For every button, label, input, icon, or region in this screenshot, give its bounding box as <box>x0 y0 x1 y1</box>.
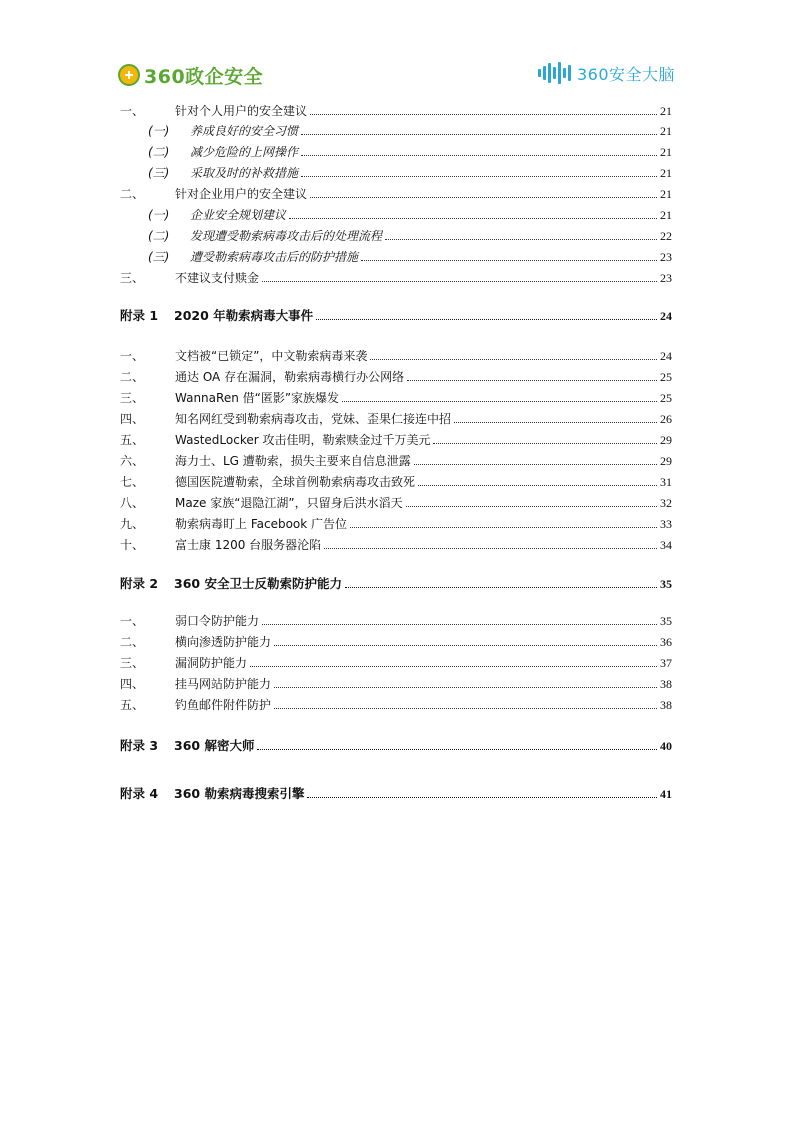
toc-entry-title: 钓鱼邮件附件防护 <box>175 698 272 712</box>
toc-section-entry[interactable] <box>120 406 672 426</box>
toc-entry-number: 附录 4 <box>120 786 159 801</box>
toc-entry-number: (一) <box>148 124 170 138</box>
toc-entry-number: 一、 <box>120 104 145 118</box>
toc-section-entry[interactable] <box>120 608 672 628</box>
toc-entry-page: 21 <box>660 145 672 159</box>
toc-entry-title: 发现遭受勒索病毒攻击后的处理流程 <box>190 229 383 243</box>
toc-subsection-entry[interactable] <box>120 244 672 264</box>
toc-section-entry[interactable] <box>120 385 672 405</box>
toc-dot-leader <box>310 197 657 198</box>
toc-subsection-entry[interactable] <box>120 160 672 180</box>
toc-entry-title: 弱口令防护能力 <box>175 614 260 628</box>
toc-entry-page: 25 <box>660 370 672 384</box>
toc-dot-leader <box>274 708 657 709</box>
toc-dot-leader <box>454 422 657 423</box>
toc-dot-leader <box>345 587 657 588</box>
toc-entry-title: 知名网红受到勒索病毒攻击，党妹、歪果仁接连中招 <box>175 412 452 426</box>
right-logo-text: 360安全大脑 <box>576 64 675 84</box>
toc-entry-number: 二、 <box>120 187 145 201</box>
toc-appendix-entry[interactable] <box>120 303 672 323</box>
toc-section-entry[interactable] <box>120 181 672 201</box>
toc-dot-leader <box>310 114 657 115</box>
toc-entry-page: 21 <box>660 166 672 180</box>
toc-subsection-entry[interactable] <box>120 202 672 222</box>
toc-entry-page: 31 <box>660 475 672 489</box>
toc-entry-page: 21 <box>660 104 672 118</box>
toc-dot-leader <box>274 645 657 646</box>
toc-entry-number: 三、 <box>120 391 145 405</box>
toc-subsection-entry[interactable] <box>120 118 672 138</box>
toc-entry-page: 29 <box>660 454 672 468</box>
toc-section-entry[interactable] <box>120 629 672 649</box>
toc-dot-leader <box>350 527 657 528</box>
toc-entry-title: 360 解密大师 <box>174 738 255 753</box>
toc-entry-number: 五、 <box>120 433 145 447</box>
toc-entry-page: 24 <box>660 349 672 363</box>
toc-section-entry[interactable] <box>120 511 672 531</box>
toc-entry-number: (二) <box>148 145 170 159</box>
toc-entry-number: 一、 <box>120 349 145 363</box>
toc-dot-leader <box>262 624 657 625</box>
toc-entry-number: 五、 <box>120 698 145 712</box>
toc-entry-title: 勒索病毒盯上 Facebook 广告位 <box>175 517 348 531</box>
toc-entry-title: 针对个人用户的安全建议 <box>175 104 308 118</box>
toc-entry-title: 企业安全规划建议 <box>190 208 287 222</box>
logo-plus-icon <box>118 64 140 86</box>
toc-entry-number: (三) <box>148 166 170 180</box>
toc-entry-number: 四、 <box>120 412 145 426</box>
toc-entry-page: 41 <box>660 787 672 801</box>
toc-section-entry[interactable] <box>120 469 672 489</box>
toc-entry-title: 通达 OA 存在漏洞，勒索病毒横行办公网络 <box>175 370 405 384</box>
toc-entry-page: 26 <box>660 412 672 426</box>
toc-subsection-entry[interactable] <box>120 139 672 159</box>
toc-dot-leader <box>414 464 657 465</box>
toc-entry-number: 二、 <box>120 370 145 384</box>
toc-entry-title: 360 安全卫士反勒索防护能力 <box>174 576 342 591</box>
toc-entry-page: 23 <box>660 250 672 264</box>
toc-appendix-entry[interactable] <box>120 781 672 801</box>
toc-entry-number: 一、 <box>120 614 145 628</box>
toc-entry-number: 九、 <box>120 517 145 531</box>
toc-entry-number: 八、 <box>120 496 145 510</box>
toc-entry-page: 32 <box>660 496 672 510</box>
toc-entry-title: 养成良好的安全习惯 <box>190 124 299 138</box>
toc-dot-leader <box>301 134 657 135</box>
toc-dot-leader <box>418 485 657 486</box>
toc-entry-title: 遭受勒索病毒攻击后的防护措施 <box>190 250 359 264</box>
toc-entry-title: 针对企业用户的安全建议 <box>175 187 308 201</box>
toc-appendix-entry[interactable] <box>120 733 672 753</box>
toc-appendix-entry[interactable] <box>120 571 672 591</box>
brain-bars-icon <box>538 61 571 85</box>
toc-entry-number: (二) <box>148 229 170 243</box>
toc-subsection-entry[interactable] <box>120 223 672 243</box>
toc-entry-number: 六、 <box>120 454 145 468</box>
toc-entry-title: 360 勒索病毒搜索引擎 <box>174 786 305 801</box>
toc-entry-number: 附录 2 <box>120 576 159 591</box>
toc-dot-leader <box>262 281 657 282</box>
toc-section-entry[interactable] <box>120 343 672 363</box>
toc-entry-number: 七、 <box>120 475 145 489</box>
logo-360-zhengqi-anquan <box>118 62 263 88</box>
toc-section-entry[interactable] <box>120 427 672 447</box>
toc-entry-page: 22 <box>660 229 672 243</box>
toc-entry-title: Maze 家族“退隐江湖”，只留身后洪水滔天 <box>175 496 403 510</box>
toc-entry-title: 挂马网站防护能力 <box>175 677 272 691</box>
toc-entry-page: 38 <box>660 698 672 712</box>
toc-entry-page: 29 <box>660 433 672 447</box>
toc-entry-title: 漏洞防护能力 <box>175 656 248 670</box>
toc-entry-title: 不建议支付赎金 <box>175 271 260 285</box>
toc-section-entry[interactable] <box>120 650 672 670</box>
toc-dot-leader <box>257 749 657 750</box>
toc-entry-number: (三) <box>148 250 170 264</box>
toc-entry-page: 38 <box>660 677 672 691</box>
toc-entry-page: 21 <box>660 208 672 222</box>
toc-entry-number: 十、 <box>120 538 145 552</box>
toc-dot-leader <box>316 319 657 320</box>
toc-entry-title: 富士康 1200 台服务器沦陷 <box>175 538 322 552</box>
toc-entry-page: 35 <box>660 577 672 591</box>
toc-section-entry[interactable] <box>120 532 672 552</box>
toc-entry-page: 23 <box>660 271 672 285</box>
toc-section-entry[interactable] <box>120 98 672 118</box>
toc-dot-leader <box>307 797 657 798</box>
toc-entry-number: (一) <box>148 208 170 222</box>
toc-section-entry[interactable] <box>120 671 672 691</box>
toc-entry-title: WannaRen 借“匿影”家族爆发 <box>175 391 340 405</box>
toc-entry-page: 21 <box>660 124 672 138</box>
toc-entry-title: WastedLocker 攻击佳明，勒索赎金过千万美元 <box>175 433 431 447</box>
toc-dot-leader <box>406 506 657 507</box>
toc-entry-number: 三、 <box>120 656 145 670</box>
toc-dot-leader <box>250 666 657 667</box>
toc-section-entry[interactable] <box>120 265 672 285</box>
toc-dot-leader <box>407 380 657 381</box>
toc-entry-number: 三、 <box>120 271 145 285</box>
toc-entry-title: 海力士、LG 遭勒索，损失主要来自信息泄露 <box>175 454 411 468</box>
toc-entry-title: 横向渗透防护能力 <box>175 635 272 649</box>
toc-section-entry[interactable] <box>120 448 672 468</box>
toc-entry-page: 21 <box>660 187 672 201</box>
toc-section-entry[interactable] <box>120 490 672 510</box>
toc-entry-number: 附录 1 <box>120 308 159 323</box>
toc-entry-page: 34 <box>660 538 672 552</box>
toc-dot-leader <box>274 687 657 688</box>
left-logo-text: 360政企安全 <box>144 65 264 88</box>
toc-dot-leader <box>301 176 657 177</box>
toc-dot-leader <box>324 548 657 549</box>
toc-dot-leader <box>385 239 657 240</box>
toc-entry-page: 37 <box>660 656 672 670</box>
toc-dot-leader <box>370 359 657 360</box>
toc-entry-title: 德国医院遭勒索，全球首例勒索病毒攻击致死 <box>175 475 416 489</box>
toc-entry-page: 35 <box>660 614 672 628</box>
toc-entry-number: 二、 <box>120 635 145 649</box>
toc-entry-page: 36 <box>660 635 672 649</box>
toc-entry-title: 采取及时的补救措施 <box>190 166 299 180</box>
toc-dot-leader <box>433 443 657 444</box>
toc-entry-page: 24 <box>660 309 672 323</box>
toc-entry-number: 四、 <box>120 677 145 691</box>
toc-entry-title: 减少危险的上网操作 <box>190 145 299 159</box>
toc-dot-leader <box>289 218 657 219</box>
toc-entry-number: 附录 3 <box>120 738 159 753</box>
toc-dot-leader <box>301 155 657 156</box>
toc-entry-title: 文档被“已锁定”，中文勒索病毒来袭 <box>175 349 368 363</box>
toc-dot-leader <box>342 401 657 402</box>
toc-entry-page: 40 <box>660 739 672 753</box>
toc-section-entry[interactable] <box>120 364 672 384</box>
toc-entry-title: 2020 年勒索病毒大事件 <box>174 308 314 323</box>
toc-dot-leader <box>361 260 657 261</box>
toc-entry-page: 33 <box>660 517 672 531</box>
page-header <box>0 0 793 100</box>
toc-entry-page: 25 <box>660 391 672 405</box>
toc-section-entry[interactable] <box>120 692 672 712</box>
logo-360-anquan-danao <box>538 60 675 86</box>
